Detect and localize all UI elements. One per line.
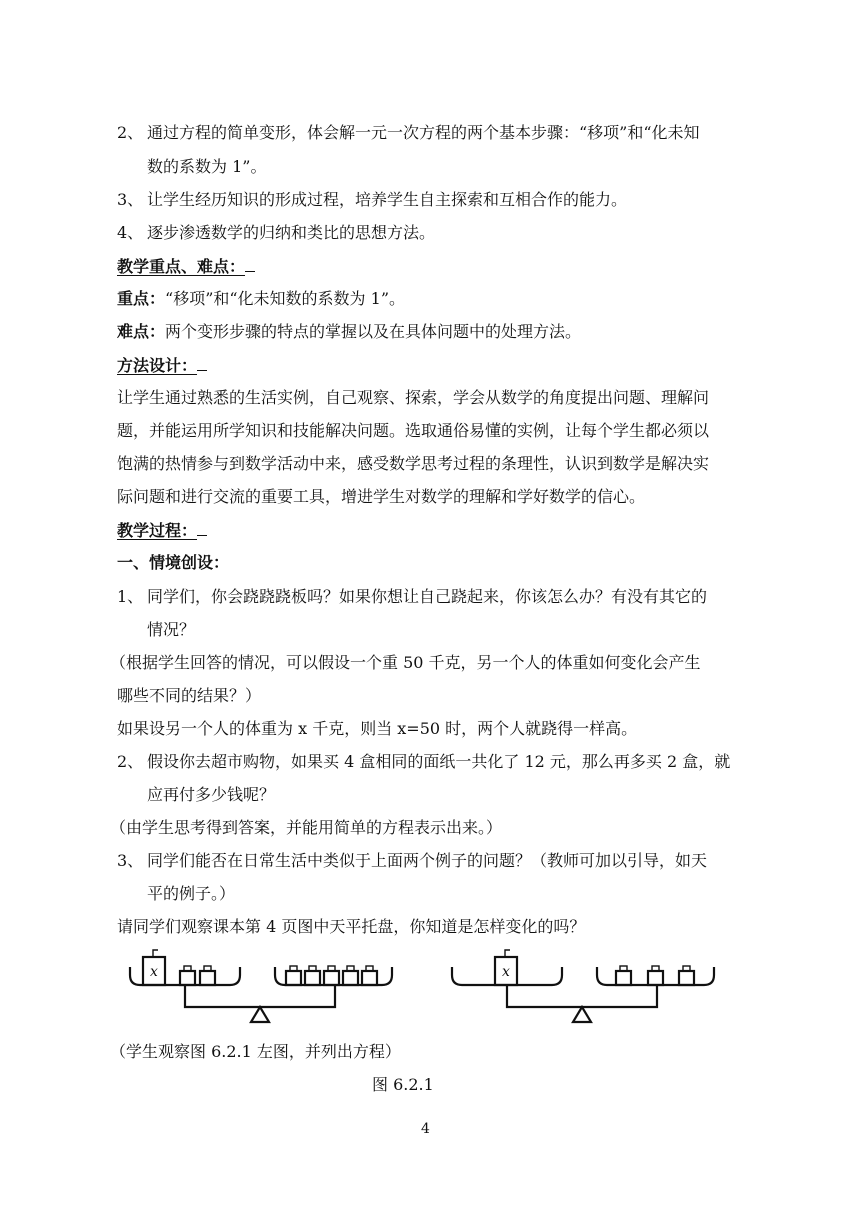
objective-text: 逐步渗透数学的归纳和类比的思想方法。	[147, 223, 436, 242]
weight-block	[200, 971, 215, 985]
item-number: 3、	[117, 190, 144, 209]
left-pan-left	[130, 967, 240, 985]
difficult-point-label: 难点：	[117, 322, 166, 341]
balance-figure	[120, 945, 740, 1035]
left-balance	[130, 950, 392, 1022]
item-number: 1、	[117, 587, 144, 606]
weight-block	[180, 971, 195, 985]
scenario-1: 1、 同学们，你会跷跷跷板吗？如果你想让自己跷起来，你该怎么办？有没有其它的	[117, 587, 708, 606]
weight-block	[324, 971, 339, 985]
key-point-label: 重点：	[117, 289, 166, 308]
observe-text: 请同学们观察课本第 4 页图中天平托盘，你知道是怎样变化的吗？	[117, 917, 586, 936]
section-heading: 一、情境创设：	[117, 553, 230, 572]
scenario-2: 2、 假设你去超市购物，如果买 4 盒相同的面纸一共化了 12 元，那么再多买 2 盒，就	[117, 752, 731, 771]
fulcrum	[251, 1007, 269, 1022]
method-line: 题，并能运用所学知识和技能解决问题。选取通俗易懂的实例，让每个学生都必须以	[117, 421, 710, 440]
fulcrum	[573, 1007, 591, 1022]
key-point-text: “移项”和“化未知数的系数为 1”。	[165, 289, 406, 308]
objective-text: 让学生经历知识的形成过程，培养学生自主探索和互相合作的能力。	[147, 190, 628, 209]
method-heading: 方法设计：	[117, 354, 737, 377]
weight-block	[286, 971, 301, 985]
x-label: x	[150, 964, 158, 980]
objective-2-continuation: 数的系数为 1”。	[147, 157, 267, 176]
objective-3	[117, 189, 737, 211]
beam	[185, 985, 335, 1007]
scenario-2-continuation: 应再付多少钱呢？	[147, 785, 276, 804]
item-number: 2、	[117, 752, 144, 771]
weight-block	[616, 971, 631, 985]
weight-block	[679, 971, 694, 985]
teacher-note: （根据学生回答的情况，可以假设一个重 50 千克，另一个人的体重如何变化会产生	[110, 653, 701, 672]
scenario-3: 3、 同学们能否在日常生活中类似于上面两个例子的问题？（教师可加以引导，如天	[117, 851, 708, 870]
scenario-3-continuation: 平的例子。）	[147, 884, 236, 903]
weight-block	[362, 971, 377, 985]
page-number: 4	[421, 1121, 430, 1137]
left-weights	[180, 966, 215, 985]
x-label: x	[502, 964, 510, 980]
weight-block	[343, 971, 358, 985]
left-pan-right	[597, 967, 714, 985]
right-weights	[616, 966, 694, 985]
objective-text: 通过方程的简单变形，体会解一元一次方程的两个基本步骤：“移项”和“化未知	[147, 123, 700, 142]
method-line: 让学生通过熟悉的生活实例，自己观察、探索，学会从数学的角度提出问题、理解问	[117, 388, 710, 407]
objective-2	[117, 122, 737, 144]
suppose-text: 如果设另一个人的体重为 x 千克，则当 x=50 时，两个人就跷得一样高。	[117, 719, 638, 738]
method-line: 饱满的热情参与到数学活动中来，感受数学思考过程的条理性，认识到数学是解决实	[117, 454, 710, 473]
item-number: 4、	[117, 223, 144, 242]
teacher-note-continuation: 哪些不同的结果？）	[117, 686, 262, 705]
item-number: 3、	[117, 851, 144, 870]
key-points-heading: 教学重点、难点：	[117, 255, 737, 278]
key-point	[117, 288, 737, 310]
item-number: 2、	[117, 123, 144, 142]
method-line: 际问题和进行交流的重要工具，增进学生对数学的理解和学好数学的信心。	[117, 487, 646, 506]
process-heading: 教学过程：	[117, 519, 737, 542]
teacher-note: （由学生思考得到答案，并能用简单的方程表示出来。）	[110, 818, 503, 837]
difficult-point-text: 两个变形步骤的特点的掌握以及在具体问题中的处理方法。	[165, 322, 582, 341]
student-note: （学生观察图 6.2.1 左图，并列出方程）	[110, 1042, 401, 1061]
objective-4	[117, 222, 737, 244]
left-pan-right	[275, 967, 392, 985]
right-weights	[286, 966, 377, 985]
scenario-1-continuation: 情况？	[147, 620, 196, 639]
right-balance	[452, 950, 714, 1022]
weight-block	[305, 971, 320, 985]
difficult-point	[117, 321, 737, 343]
weight-block	[648, 971, 663, 985]
beam	[507, 985, 657, 1007]
figure-caption: 图 6.2.1	[372, 1075, 434, 1094]
